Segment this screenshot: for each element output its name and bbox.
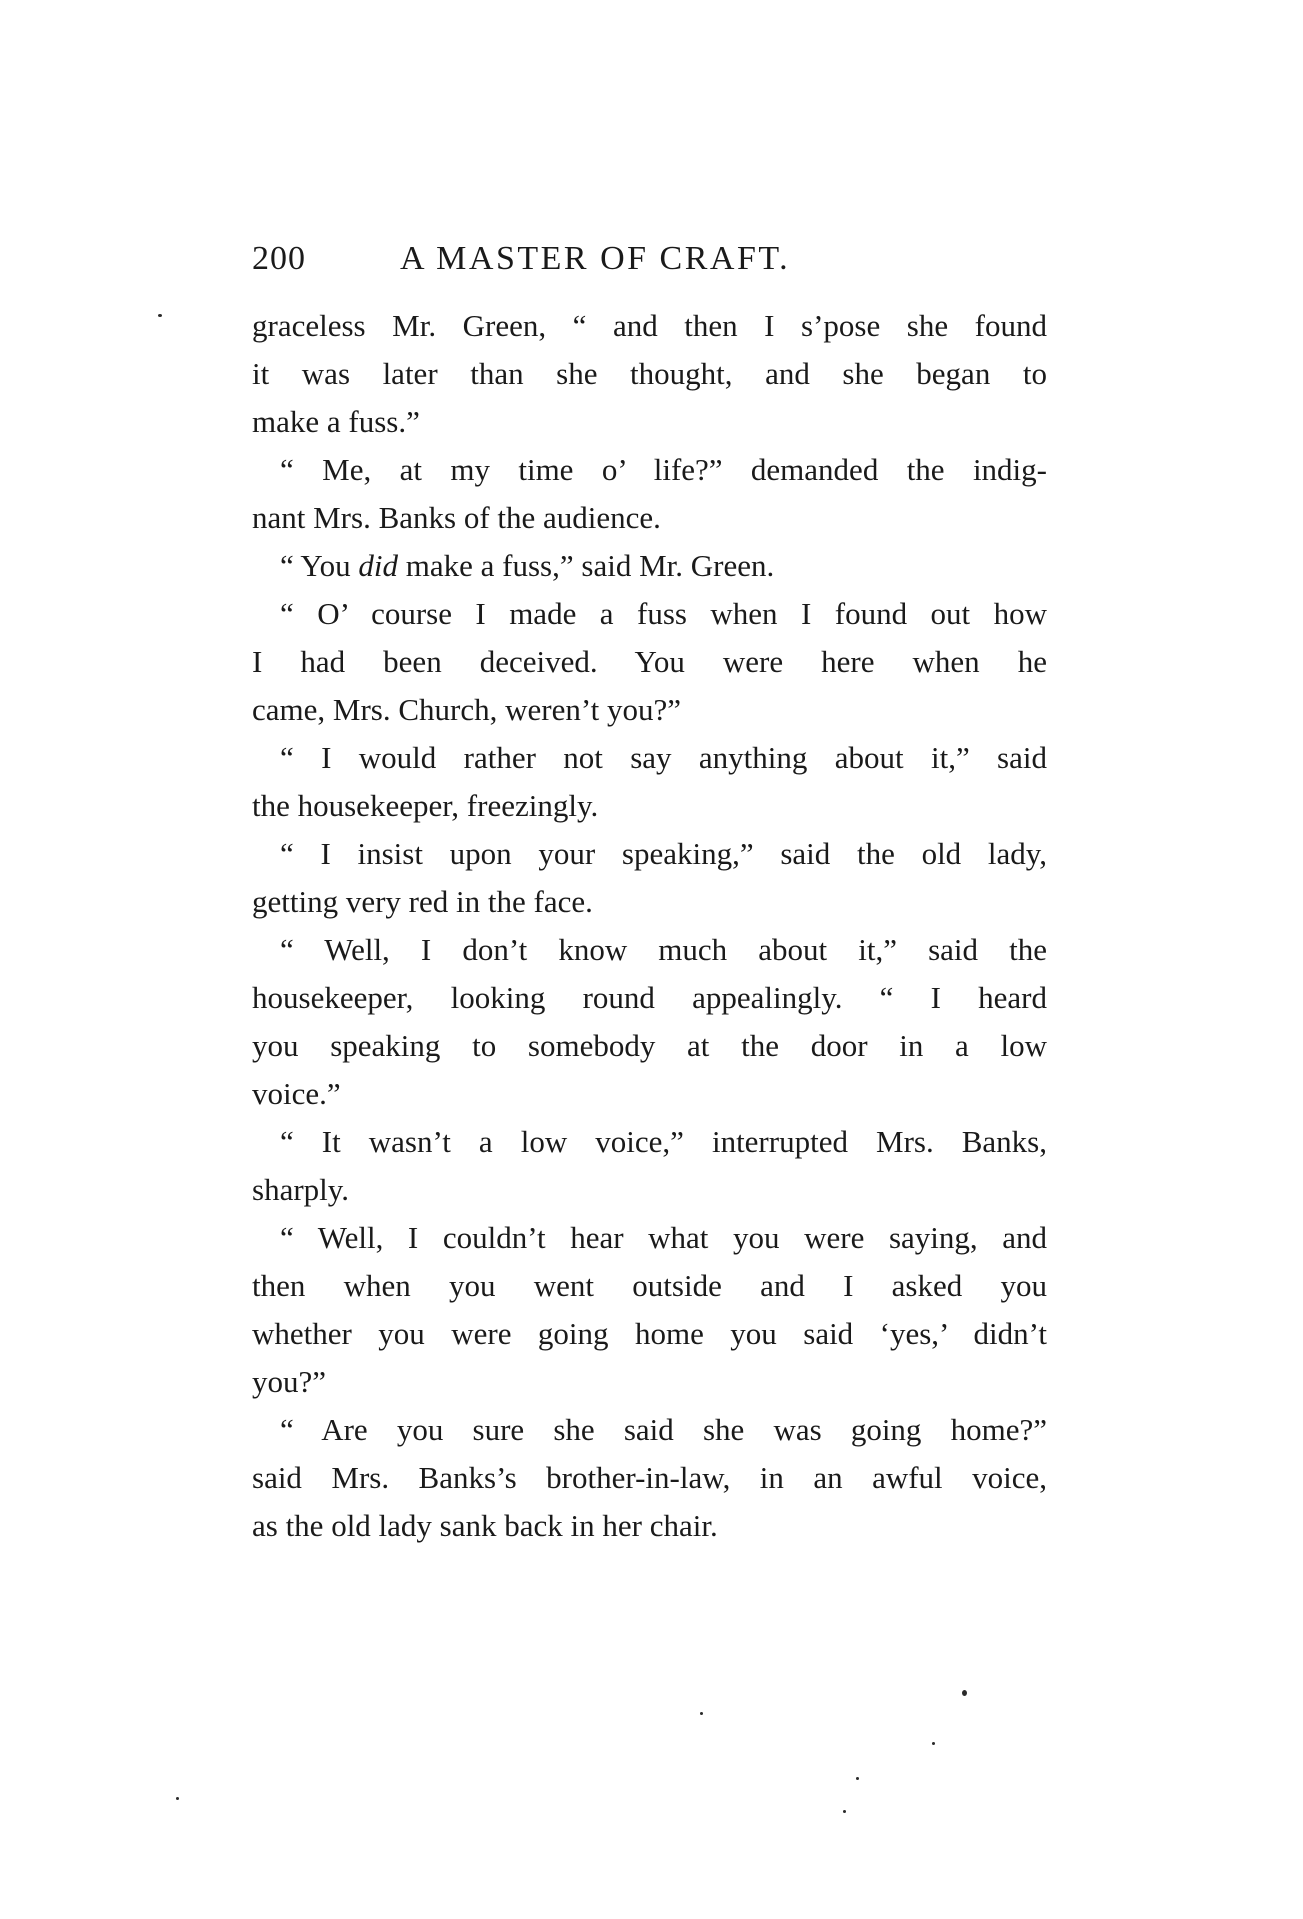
book-title: A MASTER OF CRAFT.: [400, 240, 791, 277]
scan-speck: [856, 1777, 859, 1780]
text-line: “ Well, I don’t know much about it,” said the: [280, 932, 1047, 967]
text-line: you speaking to somebody at the door in a low: [252, 1028, 1047, 1063]
text-line: voice.”: [252, 1076, 341, 1111]
text-line: [252, 542, 1047, 590]
text-line: “ Well, I couldn’t hear what you were saying, and: [280, 1220, 1047, 1255]
text-line: you?”: [252, 1364, 327, 1399]
text-line: said Mrs. Banks’s brother-in-law, in an awful voice,: [252, 1460, 1047, 1495]
running-head: [252, 240, 1047, 284]
text-line: came, Mrs. Church, weren’t you?”: [252, 692, 681, 727]
text-span: make a fuss,” said Mr. Green.: [398, 548, 775, 583]
emphasized-word: did: [358, 548, 399, 583]
scan-speck: [700, 1712, 703, 1715]
text-line: “ Are you sure she said she was going home?”: [280, 1412, 1047, 1447]
text-line: the housekeeper, freezingly.: [252, 788, 599, 823]
text-line: whether you were going home you said ‘yes,’ didn’t: [252, 1316, 1047, 1351]
text-line: “ Me, at my time o’ life?” demanded the indig-: [280, 452, 1047, 487]
text-line: I had been deceived. You were here when he: [252, 644, 1047, 679]
text-line: it was later than she thought, and she began to: [252, 356, 1047, 391]
text-line: then when you went outside and I asked you: [252, 1268, 1047, 1303]
scan-speck: [176, 1797, 179, 1800]
text-line: housekeeper, looking round appealingly. “ I heard: [252, 980, 1047, 1015]
text-line: sharply.: [252, 1172, 349, 1207]
text-line: make a fuss.”: [252, 404, 420, 439]
text-line: graceless Mr. Green, “ and then I s’pose she found: [252, 308, 1047, 343]
text-line: as the old lady sank back in her chair.: [252, 1508, 718, 1543]
body-text: [252, 302, 1047, 1550]
text-line: “ I insist upon your speaking,” said the old lady,: [280, 836, 1047, 871]
scan-speck: [843, 1810, 846, 1813]
page-number: 200: [252, 240, 306, 277]
text-line: “ O’ course I made a fuss when I found out how: [280, 596, 1047, 631]
scan-speck: [962, 1690, 967, 1696]
text-line: nant Mrs. Banks of the audience.: [252, 500, 661, 535]
text-line: getting very red in the face.: [252, 884, 593, 919]
text-line: “ It wasn’t a low voice,” interrupted Mrs. Banks,: [280, 1124, 1047, 1159]
text-span: “ You: [280, 548, 359, 583]
scan-speck: [932, 1742, 935, 1745]
scan-speck: [158, 314, 162, 317]
text-line: “ I would rather not say anything about it,” said: [280, 740, 1047, 775]
